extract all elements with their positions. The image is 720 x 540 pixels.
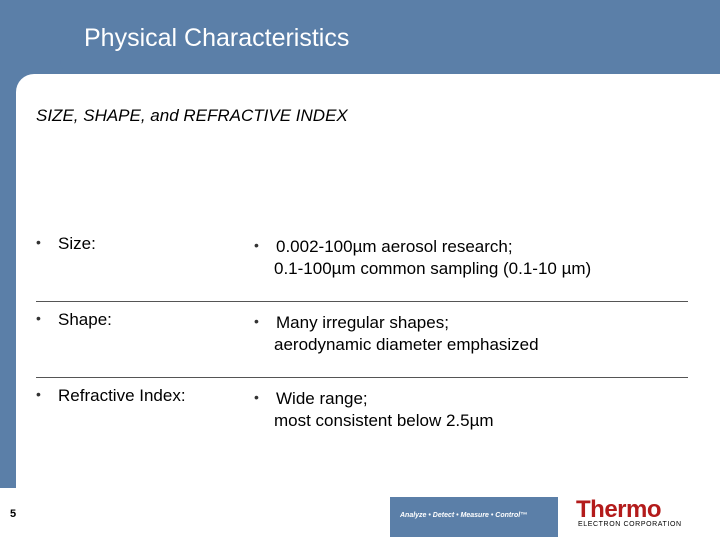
bullet-icon: • — [36, 234, 41, 250]
left-strip — [0, 74, 16, 540]
row-description — [254, 234, 591, 280]
row-label — [36, 386, 186, 406]
table-row — [36, 302, 688, 378]
bullet-icon: • — [254, 389, 259, 405]
row-label — [36, 310, 112, 330]
thermo-logo: Thermo — [576, 496, 662, 523]
logo-subtitle: ELECTRON CORPORATION — [578, 521, 682, 528]
bullet-icon: • — [36, 386, 41, 402]
row-desc-line1: Many irregular shapes; — [276, 313, 449, 332]
slide-title: Physical Characteristics — [84, 24, 350, 52]
slide-subtitle: SIZE, SHAPE, and REFRACTIVE INDEX — [36, 106, 348, 125]
bullet-icon: • — [254, 313, 259, 329]
page-number: 5 — [10, 508, 17, 520]
bullet-icon: • — [36, 310, 41, 326]
row-label-text: Size: — [58, 234, 96, 253]
row-description — [254, 386, 494, 432]
row-desc-line2: 0.1-100µm common sampling (0.1-10 µm) — [274, 259, 592, 278]
row-description — [254, 310, 539, 356]
bullet-icon: • — [254, 237, 259, 253]
row-label-text: Shape: — [58, 310, 112, 329]
row-desc-line1: 0.002-100µm aerosol research; — [276, 237, 513, 256]
row-desc-line2: aerodynamic diameter emphasized — [274, 335, 539, 354]
row-label-text: Refractive Index: — [58, 386, 186, 405]
row-label — [36, 234, 96, 254]
characteristics-table — [36, 226, 688, 453]
row-desc-line2: most consistent below 2.5µm — [274, 411, 494, 430]
row-desc-line1: Wide range; — [276, 389, 368, 408]
tagline: Analyze • Detect • Measure • Control™ — [400, 512, 528, 519]
table-row — [36, 378, 688, 453]
table-row — [36, 226, 688, 302]
